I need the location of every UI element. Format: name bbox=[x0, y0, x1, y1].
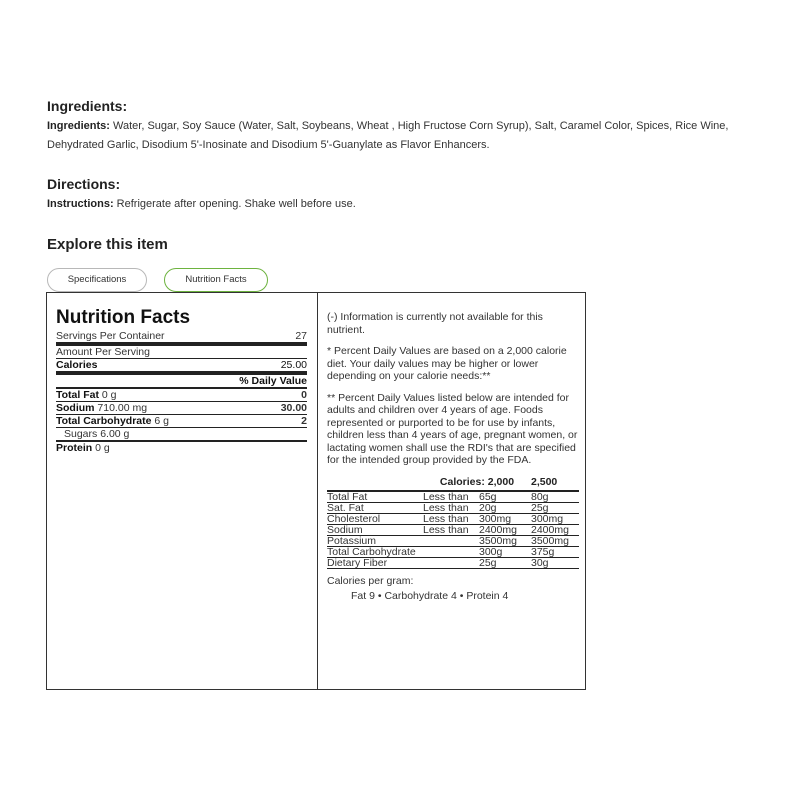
instructions-label: Instructions: bbox=[47, 198, 114, 210]
ingredients-text bbox=[47, 117, 787, 155]
servings-label: Servings Per Container bbox=[56, 330, 165, 342]
servings-value: 27 bbox=[295, 330, 307, 342]
panel-divider bbox=[317, 293, 318, 689]
table-row: Total Fat Less than 65g 80g bbox=[327, 491, 579, 503]
calories-label: Calories bbox=[56, 359, 98, 371]
nutrient-row-sodium: Sodium 710.00 mg 30.00 bbox=[56, 402, 307, 414]
table-row: Cholesterol Less than 300mg 300mg bbox=[327, 513, 579, 524]
nutrition-facts-label bbox=[56, 305, 307, 454]
table-row: Potassium 3500mg 3500mg bbox=[327, 535, 579, 546]
dv-table-header bbox=[327, 476, 579, 491]
calories-value: 25.00 bbox=[280, 359, 307, 371]
nutrient-row-total-fat: Total Fat 0 g 0 bbox=[56, 389, 307, 401]
col-2500-header: 2,500 bbox=[531, 476, 579, 491]
nutrient-row-total-carbohydrate: Total Carbohydrate 6 g 2 bbox=[56, 415, 307, 427]
nutrient-dv: 2 bbox=[301, 415, 307, 427]
servings-row bbox=[56, 330, 307, 346]
nutrient-row-protein: Protein 0 g bbox=[56, 442, 110, 454]
nutrition-notes bbox=[327, 311, 579, 603]
tab-nutrition-facts[interactable]: Nutrition Facts bbox=[164, 268, 268, 292]
daily-value-header: % Daily Value bbox=[56, 375, 307, 389]
na-note: (-) Information is currently not available for this nutrient. bbox=[327, 311, 543, 336]
explore-heading: Explore this item bbox=[47, 236, 168, 253]
nutrition-panel bbox=[46, 292, 586, 690]
ingredients-label: Ingredients: bbox=[47, 120, 110, 132]
rdi-note: ** Percent Daily Values listed below are intended for adults and children over 4 years of age. Foods represented or purported to be for use by infants, children less than 4 years of age, pregnant women, or lactating women shall use the RDI's that are specified for the intended group provided by the FDA. bbox=[327, 391, 578, 466]
daily-values-table bbox=[327, 476, 579, 569]
table-row: Total Carbohydrate 300g 375g bbox=[327, 546, 579, 557]
tab-specifications[interactable]: Specifications bbox=[47, 268, 147, 292]
calories-per-gram-values: Fat 9 • Carbohydrate 4 • Protein 4 bbox=[351, 590, 509, 602]
ingredients-heading: Ingredients: bbox=[47, 98, 128, 114]
col-2000-header: Calories: 2,000 bbox=[423, 476, 531, 491]
daily-value-note: * Percent Daily Values are based on a 2,000 calorie diet. Your daily values may be higher or lower depending on your calorie needs:** bbox=[327, 345, 567, 382]
nutrient-dv: 30.00 bbox=[280, 402, 307, 414]
table-row: Sodium Less than 2400mg 2400mg bbox=[327, 524, 579, 535]
nutrition-facts-title: Nutrition Facts bbox=[56, 307, 191, 328]
table-row: Dietary Fiber 25g 30g bbox=[327, 557, 579, 568]
table-row: Sat. Fat Less than 20g 25g bbox=[327, 502, 579, 513]
nutrient-dv: 0 bbox=[301, 389, 307, 401]
calories-row bbox=[56, 359, 307, 375]
amount-per-serving: Amount Per Serving bbox=[56, 346, 307, 359]
directions-text bbox=[47, 195, 787, 214]
ingredients-value: Water, Sugar, Soy Sauce (Water, Salt, Soybeans, Wheat , High Fructose Corn Syrup), Salt, Caramel Color, Spices, Rice Wine, Dehydrated Garlic, Disodium 5'-Inosinate and Disodium 5'-Guanylate as Flavor Enhancers. bbox=[47, 120, 729, 151]
nutrient-row-sugars: Sugars 6.00 g bbox=[56, 428, 307, 442]
instructions-value: Refrigerate after opening. Shake well before use. bbox=[113, 198, 356, 210]
directions-heading: Directions: bbox=[47, 176, 121, 192]
calories-per-gram-label: Calories per gram: bbox=[327, 574, 414, 587]
